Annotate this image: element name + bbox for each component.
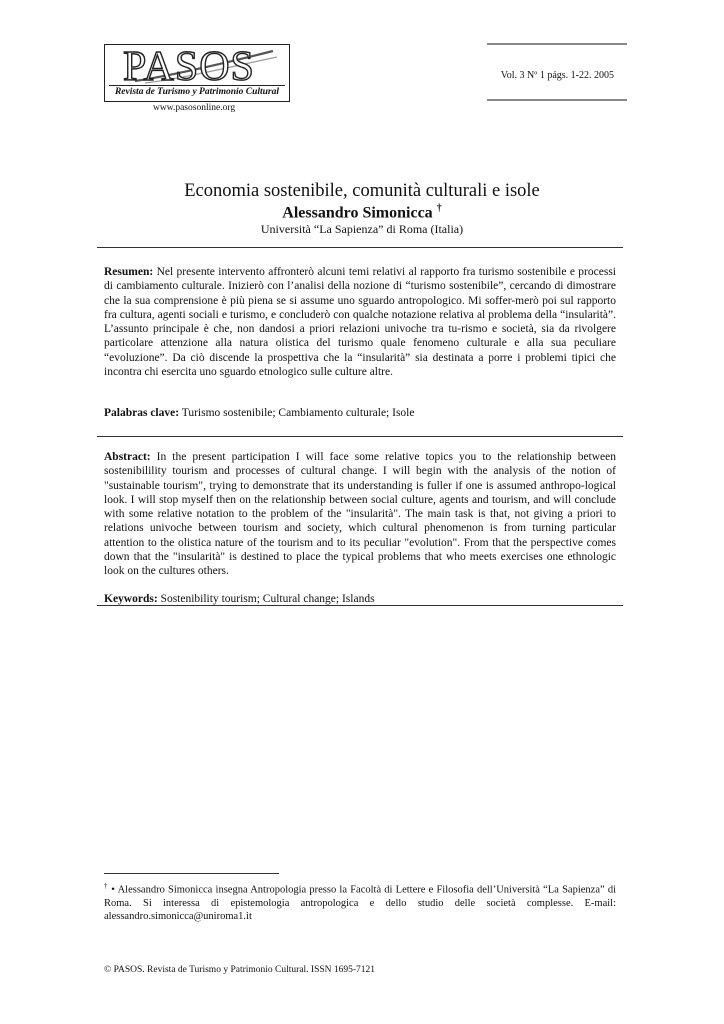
header-bottom-rule <box>487 99 627 101</box>
article-title: Economia sostenibile, comunità culturali e isole <box>184 181 540 201</box>
footnote-mark: † <box>104 882 109 890</box>
footnote-separator <box>104 873 279 874</box>
journal-logo <box>104 44 290 102</box>
resumen-text: Nel presente intervento affronterò alcuni temi relativi al rapporto fra turismo sostenibile e processi di cambiamento culturale. Inizierò con l’analisi della nozione di “turismo sostenibile”, cercando di dimostrare che la sua comprensione è più piena se si assume uno sguardo antropologico. Mi soffer-merò poi sul rapporto fra cultura, agenti sociali e turismo, e concluderò con qualche notazione relativa al problema della “insularità”. L’assunto principale è che, non dandosi a priori relazioni univoche tra tu-rismo e società, sia da rivolgere particolare attenzione alla natura olistica del turismo quale fenomeno culturale e alla sua peculiare “evoluzione”. Da ciò discende la prospettiva che la “insularità” sia destinata a porre i problemi tipici che incontra chi esercita uno sguardo etnologico sulle culture altre. <box>104 266 616 379</box>
abstract-paragraph <box>104 450 616 579</box>
footnote-text: • Alessandro Simonicca insegna Antropologia presso la Facoltà di Lettere e Filosofia dell’Università “La Sapienza” di Roma. Si interessa di epistemologia antropologica e dello studio delle società complesse. E-mail: alessandro.simonicca@uniroma1.it <box>104 884 617 923</box>
author-affiliation: Università “La Sapienza” di Roma (Italia) <box>260 222 464 236</box>
resumen-paragraph <box>104 265 616 379</box>
palabras-clave-text: Turismo sostenibile; Cambiamento culturale; Isole <box>181 407 415 419</box>
footnote <box>104 880 616 923</box>
keywords-label: Keywords: <box>104 593 158 605</box>
keywords-text: Sostenibility tourism; Cultural change; Islands <box>160 593 375 605</box>
abstract-label: Abstract: <box>104 451 151 463</box>
resumen-label: Resumen: <box>104 266 154 278</box>
author-footnote-mark[interactable]: † <box>436 203 442 214</box>
divider <box>97 436 623 437</box>
palabras-clave-paragraph <box>104 406 616 420</box>
page-footer: © PASOS. Revista de Turismo y Patrimonio Cultural. ISSN 1695-7121 <box>104 965 376 975</box>
logo-wordmark: PASOS <box>123 44 255 90</box>
header-top-rule <box>487 43 627 45</box>
palabras-clave-label: Palabras clave: <box>104 407 180 419</box>
author-line <box>0 203 724 222</box>
website-link[interactable]: www.pasosonline.org <box>153 103 236 113</box>
divider <box>97 247 623 248</box>
logo-tagline: Revista de Turismo y Patrimonio Cultural <box>109 85 285 99</box>
author-name: Alessandro Simonicca <box>282 204 433 222</box>
divider <box>97 605 623 606</box>
volume-info: Vol. 3 Nº 1 págs. 1-22. 2005 <box>500 70 614 81</box>
abstract-text: In the present participation I will face some relative topics you to the relationship between sostenibilility tourism and processes of cultural change. I will begin with the analysis of the notion of "sustainable tourism", trying to demonstrate that its understanding is fuller if one is assumed anthropo-logical look. I will stop myself then on the relationship between social culture, agents and tourism, and will conclude with some relative notation to the problem of the "insularità". The main task is that, not giving a priori to relations univoche between tourism and society, which cultural phenomenon is from turning particular attention to the olistica nature of the tourism and to its peculiar "evolution". From that the perspective comes down that the "insularità" is destined to place the typical problems that who meets exercises one ethnologic look on the cultures others. <box>104 451 617 578</box>
